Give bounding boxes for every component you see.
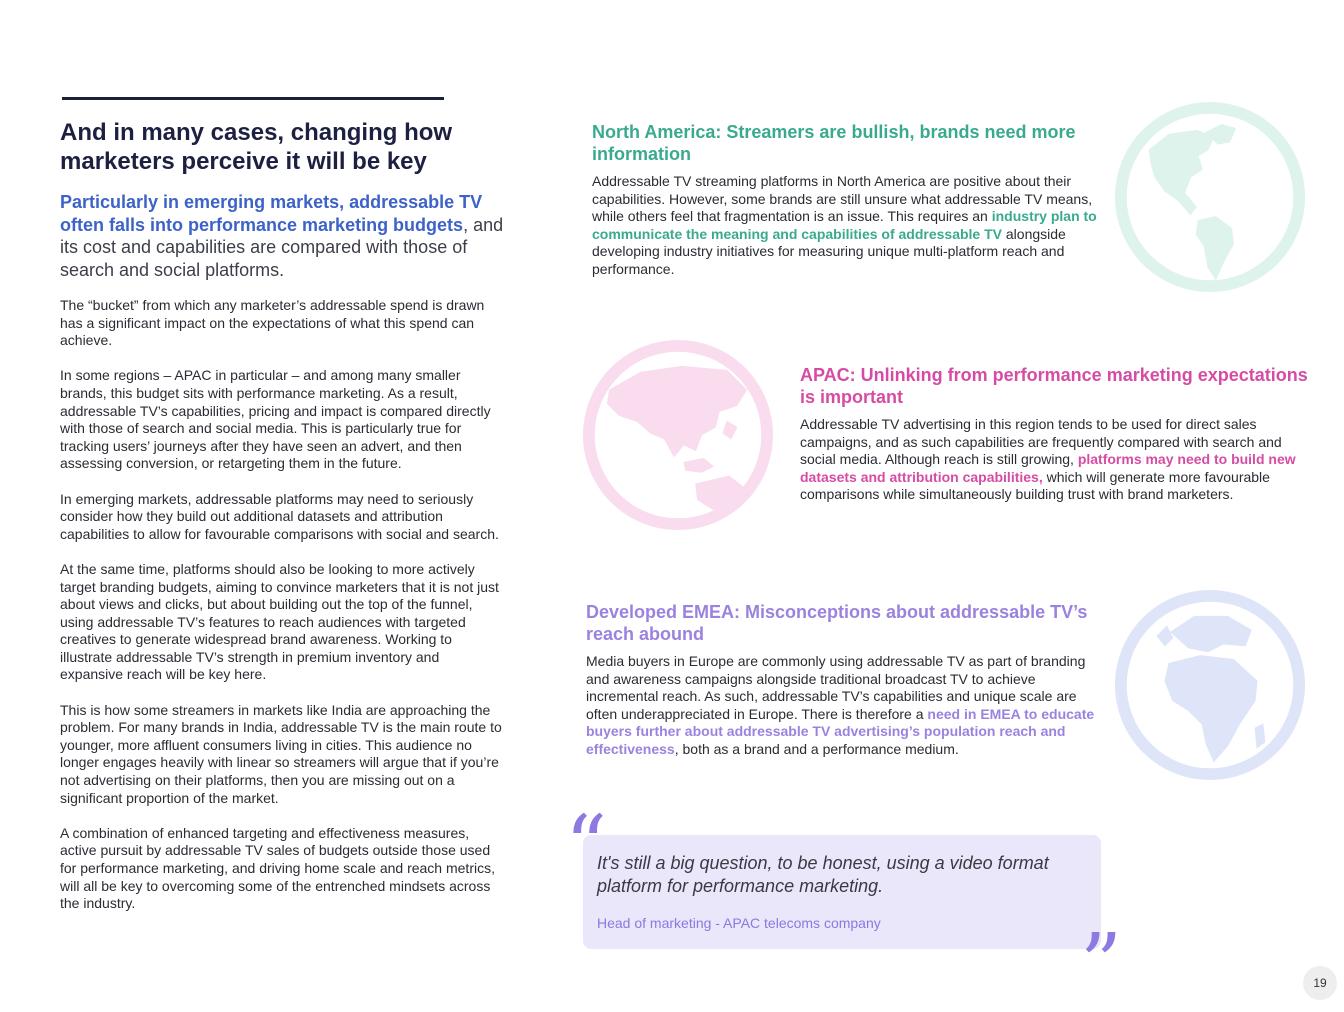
body-paragraph-2: In some regions – APAC in particular – and among many smaller brands, this budget sits with performance marketing. As a result, addressable TV’s capabilities, pricing and impact is compared directly with those of search and social media. This is particularly true for tracking users’ journeys after they have seen an advert, and then assessing conversion, or retargeting them in the future.	[60, 367, 491, 472]
region-emea	[586, 601, 1101, 759]
lead-highlight: Particularly in emerging markets, addressable TV often falls into performance marketing budgets	[60, 192, 483, 235]
globe-americas-icon	[1112, 99, 1308, 295]
region-highlight: platforms may need to build new datasets and attribution capabilities,	[800, 451, 1296, 485]
region-text-end: , both as a brand and a performance medium.	[674, 740, 959, 757]
lead-rest: , and its cost and capabilities are compared with those of search and social platforms.	[60, 214, 504, 280]
quote-box	[583, 835, 1101, 949]
body-paragraph-3: In emerging markets, addressable platforms may need to seriously consider how they build out additional datasets and attribution capabilities to allow for favourable comparisons with social and search.	[60, 490, 499, 542]
region-text-start: Addressable TV streaming platforms in North America are positive about their capabilities. However, some brands are still unsure what addressable TV means, while others feel that fragmentation is an issue. This requires an	[592, 173, 1093, 225]
left-column	[60, 118, 505, 930]
region-text	[586, 653, 1101, 759]
body-paragraph-1: The “bucket” from which any marketer’s addressable spend is drawn has a significant impact on the expectations of what this spend can achieve.	[60, 297, 485, 349]
region-text-end: which will generate more favourable comparisons while simultaneously building trust with brand marketers.	[800, 468, 1270, 503]
region-text	[800, 416, 1312, 504]
region-apac	[800, 364, 1312, 504]
heading-rule	[62, 97, 444, 100]
open-quote-icon: “	[565, 799, 607, 894]
globe-europe-africa-icon	[1112, 587, 1308, 783]
close-quote-icon: ”	[1080, 917, 1122, 1012]
region-text-start: Addressable TV advertising in this region tends to be used for direct sales campaigns, and as such capabilities are frequently compared with search and social media. Although reach is still growing,	[800, 416, 1282, 468]
region-highlight: need in EMEA to educate buyers further about addressable TV advertising’s population reach and effectiveness	[586, 705, 1095, 757]
region-title: Developed EMEA: Misconceptions about addressable TV’s reach abound	[586, 602, 1088, 644]
body-paragraph-4: At the same time, platforms should also be looking to more actively target branding budgets, aiming to convince marketers that it is not just about views and clicks, but about building out the top of the funnel, using addressable TV’s features to reach audiences with targeted creatives to generate widespread brand awareness. Working to illustrate addressable TV’s strength in premium inventory and expansive reach will be key here.	[60, 560, 499, 683]
region-north-america	[592, 121, 1107, 279]
globe-asia-icon	[580, 337, 776, 533]
region-text	[592, 173, 1107, 279]
region-title: North America: Streamers are bullish, brands need more information	[592, 122, 1076, 164]
lead-paragraph	[60, 191, 505, 281]
section-heading: And in many cases, changing how marketers perceive it will be key	[60, 119, 453, 175]
body-paragraph-5: This is how some streamers in markets like India are approaching the problem. For many brands in India, addressable TV is the main route to younger, more affluent consumers living in cities. This audience no longer engages heavily with linear so streamers will argue that if you’re not advertising on their platforms, then you are missing out on a significant proportion of the market.	[60, 701, 502, 806]
body-paragraph-6: A combination of enhanced targeting and effectiveness measures, active pursuit by addressable TV sales of budgets outside those used for performance marketing, and driving home scale and reach metrics, will all be key to overcoming some of the entrenched mindsets across the industry.	[60, 824, 495, 912]
quote-text: It's still a big question, to be honest, using a video format platform for performance marketing.	[597, 853, 1049, 896]
region-text-start: Media buyers in Europe are commonly using addressable TV as part of branding and awareness campaigns alongside traditional broadcast TV to achieve incremental reach. As such, addressable TV’s capabilities and unique scale are often underappreciated in Europe. There is therefore a	[586, 653, 1086, 722]
region-text-end: alongside developing industry initiatives for measuring unique multi-platform reach and performance.	[592, 225, 1066, 277]
region-highlight: industry plan to communicate the meaning and capabilities of addressable TV	[592, 208, 1097, 242]
quote-attribution: Head of marketing - APAC telecoms company	[597, 915, 881, 931]
region-title: APAC: Unlinking from performance marketing expectations is important	[800, 365, 1308, 407]
page-number: 19	[1303, 966, 1337, 1000]
